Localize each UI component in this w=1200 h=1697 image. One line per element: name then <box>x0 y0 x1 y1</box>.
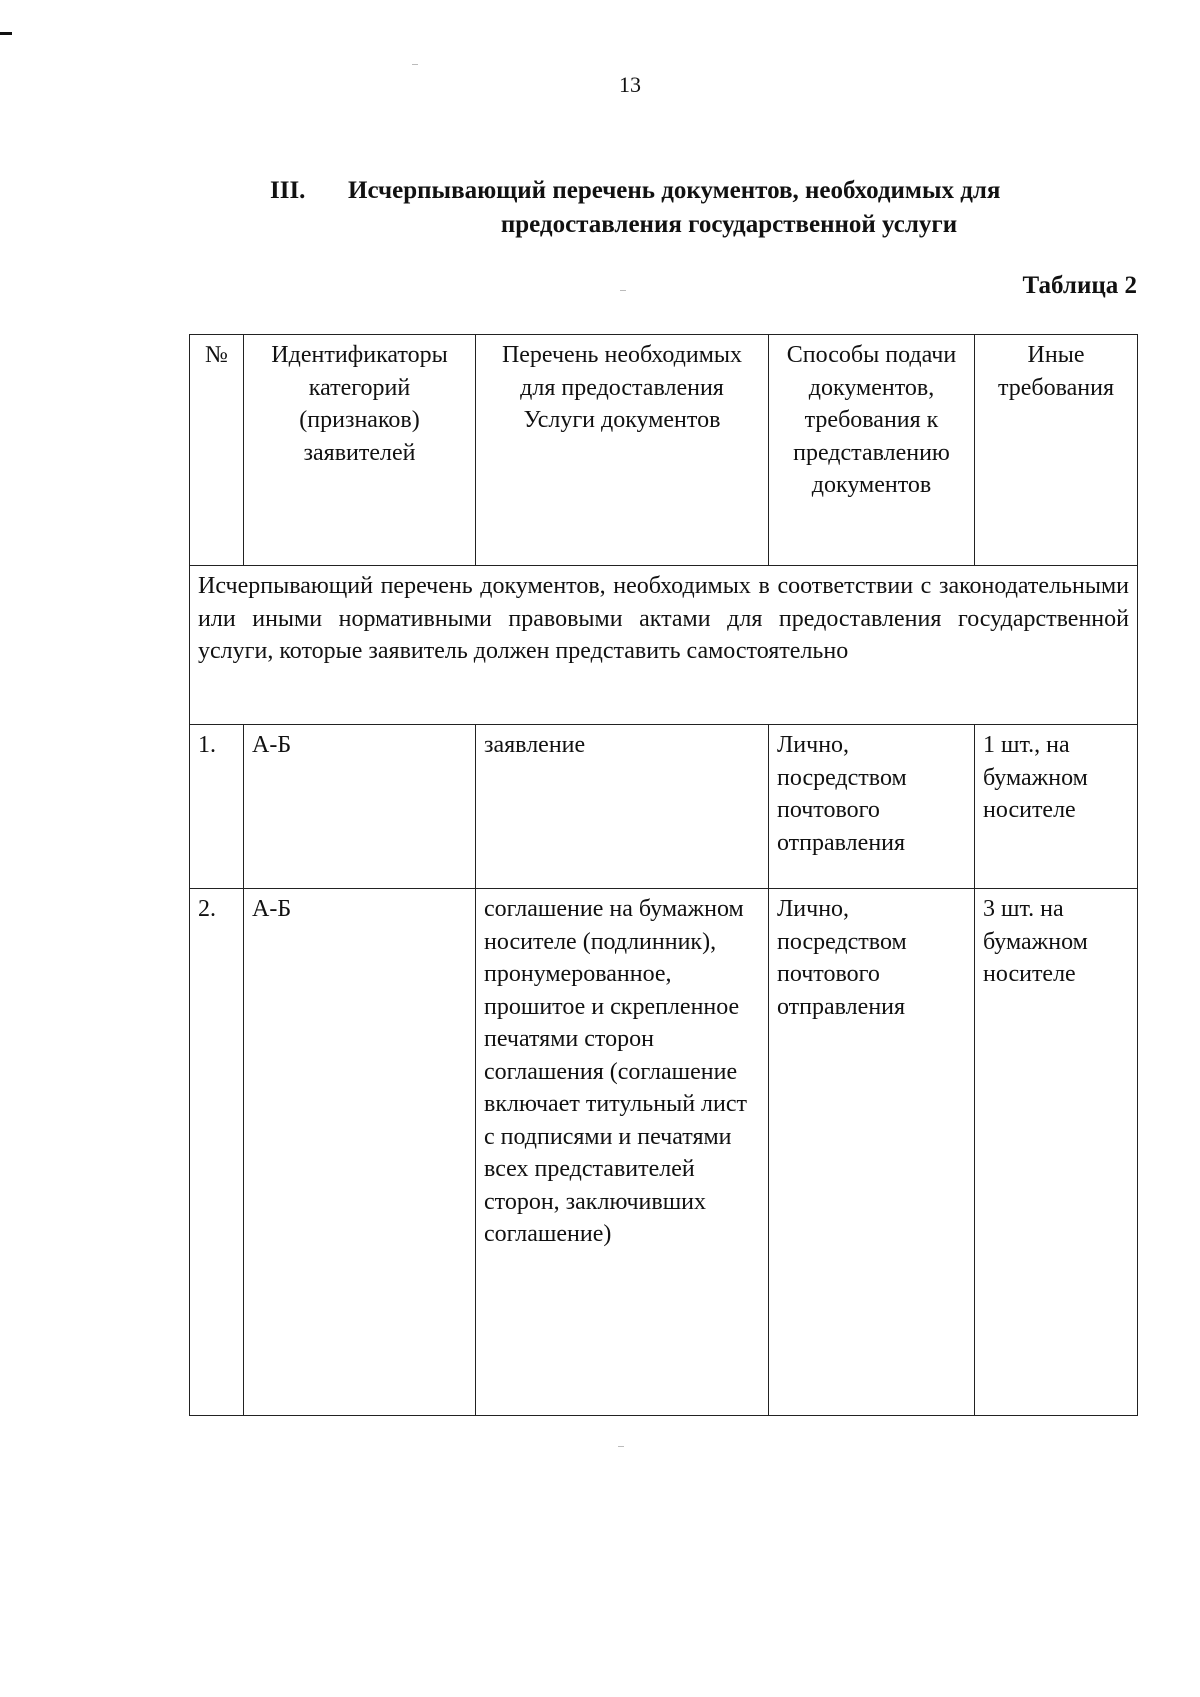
row-other: 1 шт., на бумажном носителе <box>975 725 1138 889</box>
table-header-row <box>190 335 1138 566</box>
row-other: 3 шт. на бумажном носителе <box>975 889 1138 1416</box>
header-cell-category: Идентификаторы категорий (признаков) заявителей <box>244 335 476 566</box>
table-section-text: Исчерпывающий перечень документов, необходимых в соответствии с законодательными или иными нормативными правовыми актами для предоставления государственной услуги, которые заявитель должен представить самостоятельно <box>190 566 1138 725</box>
table-row <box>190 725 1138 889</box>
page-number: 13 <box>619 72 641 97</box>
section-title-line2: предоставления государственной услуги <box>500 211 958 238</box>
table-section-row <box>190 566 1138 725</box>
header-cell-number: № <box>190 335 244 566</box>
header-cell-documents: Перечень необходимых для предоставления Услуги документов <box>476 335 769 566</box>
table-row <box>190 889 1138 1416</box>
scan-speck <box>618 1446 624 1447</box>
header-cell-other: Иные требования <box>975 335 1138 566</box>
row-method: Лично, посредством почтового отправления <box>769 889 975 1416</box>
section-title-line1: Исчерпывающий перечень документов, необходимых для <box>348 177 1001 204</box>
row-number: 1. <box>190 725 244 889</box>
section-numeral: III. <box>270 177 306 204</box>
row-document: заявление <box>476 725 769 889</box>
documents-table <box>189 334 1138 1416</box>
row-document: соглашение на бумажном носителе (подлинник), пронумерованное, прошитое и скрепленное печатями сторон соглашения (соглашение включает титульный лист с подписями и печатями всех представителей сторон, заключивших соглашение) <box>476 889 769 1416</box>
scan-speck <box>620 290 626 291</box>
row-method: Лично, посредством почтового отправления <box>769 725 975 889</box>
row-number: 2. <box>190 889 244 1416</box>
section-heading <box>270 174 1110 242</box>
scan-corner-mark <box>0 32 12 35</box>
row-category: А-Б <box>244 889 476 1416</box>
scan-speck <box>412 64 418 65</box>
header-cell-methods: Способы подачи документов, требования к представлению документов <box>769 335 975 566</box>
table-caption: Таблица 2 <box>1022 272 1137 299</box>
row-category: А-Б <box>244 725 476 889</box>
